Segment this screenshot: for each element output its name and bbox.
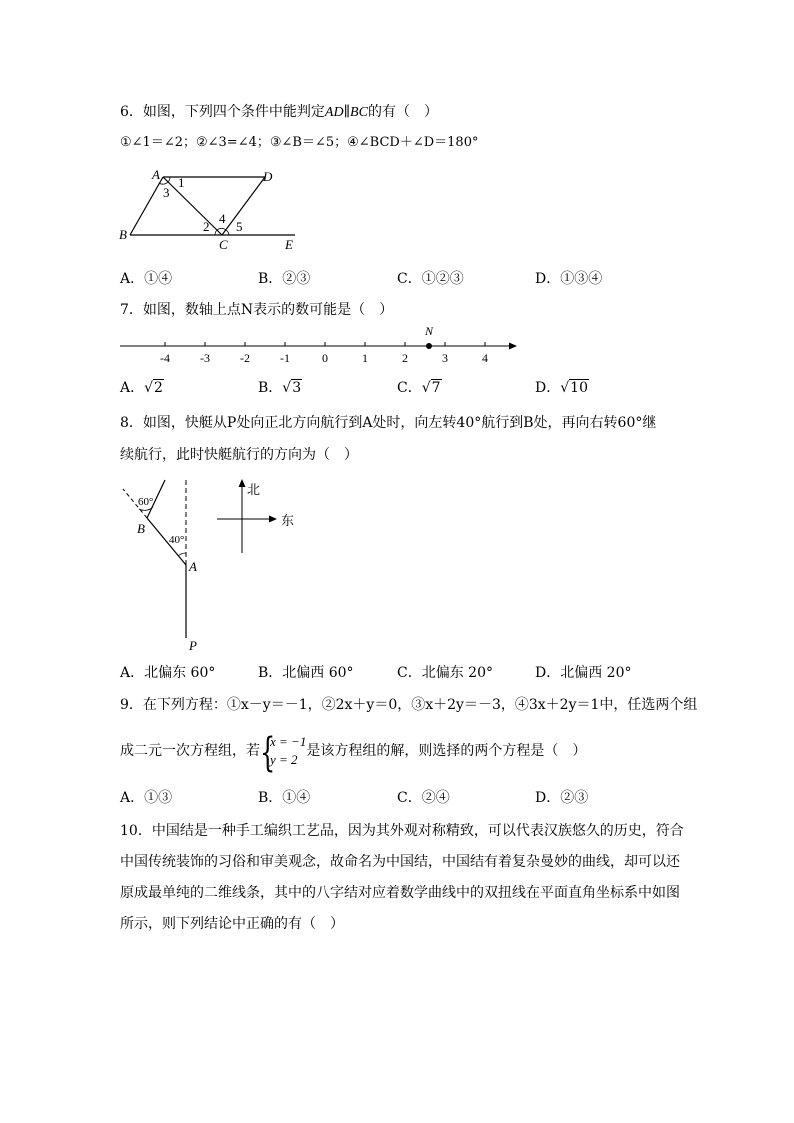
q10-line3: 原成最单纯的二维线条，其中的八字结对应着数学曲线中的双扭线在平面直角坐标系中如图 xyxy=(120,885,680,901)
tick-label: 4 xyxy=(482,351,488,365)
label-E: E xyxy=(285,237,293,252)
tick-label: -1 xyxy=(280,351,290,365)
east-label: 东 xyxy=(281,513,295,528)
north-label: 北 xyxy=(247,482,261,497)
radical-sign: √ xyxy=(144,380,154,396)
radical-sign: √ xyxy=(282,380,292,396)
angle-60-label: 60° xyxy=(138,496,154,508)
q6-option-b[interactable]: B．②③ xyxy=(258,271,311,287)
point-n xyxy=(426,343,432,349)
tick-label: 0 xyxy=(322,351,328,365)
q7-option-c[interactable] xyxy=(397,378,442,398)
q7-option-a[interactable] xyxy=(120,378,164,398)
point-n-label: N xyxy=(425,324,434,338)
label-B: B xyxy=(137,521,145,536)
q7-option-d[interactable] xyxy=(535,378,589,398)
q6-stem-suffix: 的有（ ） xyxy=(367,104,438,120)
tick-label: -2 xyxy=(240,351,250,365)
q8-option-a[interactable]: A．北偏东 60° xyxy=(120,665,216,681)
q7-stem: 7．如图，数轴上点N表示的数可能是（ ） xyxy=(120,302,394,318)
q10-line2: 中国传统装饰的习俗和审美观念，故命名为中国结，中国结有着复杂曼妙的曲线，却可以还 xyxy=(120,854,680,870)
q6-stem-prefix: 6．如图，下列四个条件中能判定 xyxy=(120,104,325,120)
q8-figure xyxy=(115,475,315,655)
q6-option-c[interactable]: C．①②③ xyxy=(397,271,464,287)
brace-icon: { xyxy=(260,730,276,776)
label-A: A xyxy=(152,167,160,182)
label-C: C xyxy=(219,237,228,252)
q8-stem-line1: 8．如图，快艇从P处向正北方向航行到A处时，向左转40°航行到B处，再向右转60°继 xyxy=(120,415,657,431)
q7-option-d-radicand: 10 xyxy=(570,380,588,396)
tick-label: 3 xyxy=(442,351,448,365)
q8-option-c[interactable]: C．北偏东 20° xyxy=(397,665,493,681)
equation-system xyxy=(260,730,307,776)
q7-option-a-radicand: 2 xyxy=(154,380,163,396)
q6-figure xyxy=(115,165,315,255)
q9-option-d[interactable]: D．②③ xyxy=(535,790,589,806)
q7-option-c-radicand: 7 xyxy=(431,380,441,396)
angle-40-label: 40° xyxy=(169,534,185,546)
q7-option-b-prefix: B． xyxy=(258,380,283,396)
q6-option-a[interactable]: A．①④ xyxy=(120,271,173,287)
q7-number-line xyxy=(115,322,525,366)
label-3: 3 xyxy=(163,185,170,200)
label-2: 2 xyxy=(203,219,210,234)
label-5: 5 xyxy=(236,219,243,234)
label-A: A xyxy=(189,559,197,574)
q7-option-b[interactable] xyxy=(258,378,302,398)
q7-option-a-prefix: A． xyxy=(120,380,145,396)
label-4: 4 xyxy=(219,211,226,226)
q7-option-d-prefix: D． xyxy=(535,380,561,396)
tick-label: -3 xyxy=(200,351,210,365)
q9-option-a[interactable]: A．①③ xyxy=(120,790,173,806)
q7-option-b-radicand: 3 xyxy=(292,380,302,396)
system-eq2: y = 2 xyxy=(270,752,298,767)
q6-option-d[interactable]: D．①③④ xyxy=(535,271,603,287)
label-B: B xyxy=(119,227,127,242)
q9-stem-line2-prefix: 成二元一次方程组，若 xyxy=(120,743,260,759)
q9-stem-line2 xyxy=(120,730,587,776)
radical-sign: √ xyxy=(421,380,431,396)
tick-label: -4 xyxy=(160,351,170,365)
radical-sign: √ xyxy=(560,380,570,396)
q9-option-b[interactable]: B．①④ xyxy=(258,790,311,806)
q9-stem-line2-suffix: 是该方程组的解，则选择的两个方程是（ ） xyxy=(306,743,587,759)
q8-stem-line2: 续航行，此时快艇航行的方向为（ ） xyxy=(120,447,358,463)
q8-option-d[interactable]: D．北偏西 20° xyxy=(535,665,632,681)
tick-label: 2 xyxy=(402,351,408,365)
q6-conditions: ①∠1＝∠2；②∠3=∠4；③∠B＝∠5；④∠BCD＋∠D＝180° xyxy=(120,135,479,150)
label-D: D xyxy=(263,169,273,184)
q9-option-c[interactable]: C．②④ xyxy=(397,790,450,806)
tick-label: 1 xyxy=(362,351,368,365)
q8-option-b[interactable]: B．北偏西 60° xyxy=(258,665,354,681)
q10-line1: 10．中国结是一种手工编织工艺品，因为其外观对称精致，可以代表汉族悠久的历史，符合 xyxy=(120,823,684,839)
q6-stem xyxy=(120,102,438,123)
label-1: 1 xyxy=(178,175,185,190)
q10-line4: 所示，则下列结论中正确的有（ ） xyxy=(120,916,344,932)
label-P: P xyxy=(189,638,197,653)
q7-option-c-prefix: C． xyxy=(397,380,422,396)
system-eq1: x = −1 xyxy=(270,734,307,749)
q6-stem-math: AD∥BC xyxy=(324,105,368,120)
q9-stem-line1: 9．在下列方程：①x－y＝－1，②2x＋y＝0，③x＋2y＝－3，④3x＋2y＝1中，任选两个组 xyxy=(120,697,698,713)
